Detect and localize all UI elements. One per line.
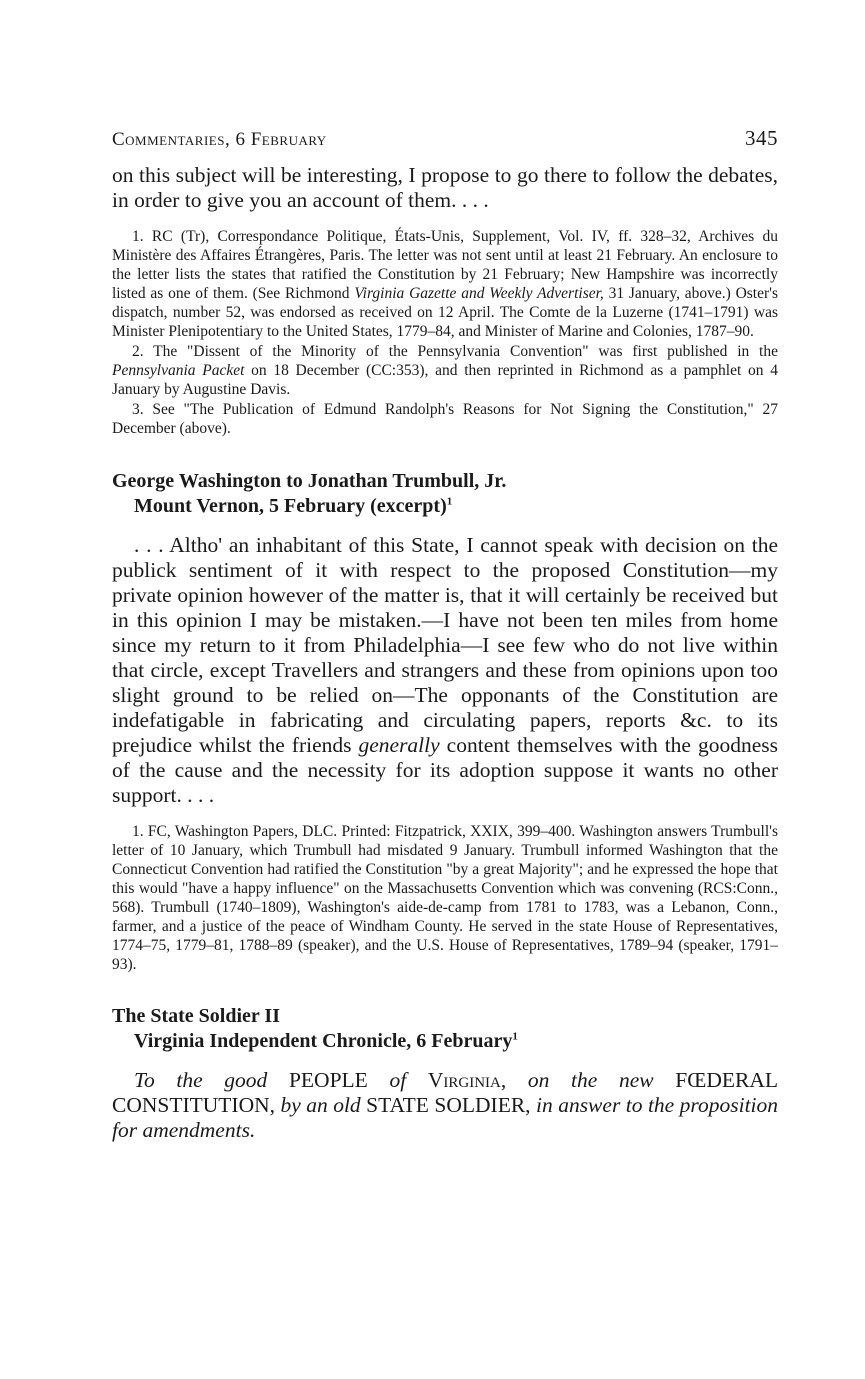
opening-paragraph: on this subject will be interesting, I propose to go there to follow the debates, in order to give you an account of them. . . .: [112, 163, 778, 212]
footnote: 1. FC, Washington Papers, DLC. Printed: Fitzpatrick, XXIX, 399–400. Washington answers Trumbull's letter of 10 January, which Trumbull had misdated 9 January. Trumbull informed Washington that the Connecticut Convention had ratified the Constitution "by a great Majority"; and he expressed the hope that this would "have a happy influence" on the Massachusetts Convention which was convening (RCS:Conn., 568). Trumbull (1740–1809), Washington's aide-de-camp from 1781 to 1783, was a Lebanon, Conn., farmer, and a justice of the peace of Windham County. He served in the state House of Representatives, 1774–75, 1779–81, 1788–89 (speaker), and the U.S. House of Representatives, 1789–94 (speaker, 1791–93).: [112, 823, 778, 973]
running-header: [112, 126, 778, 151]
heading-line: George Washington to Jonathan Trumbull, Jr.: [112, 470, 507, 492]
document-page: [112, 126, 778, 1143]
page-number: 345: [745, 126, 778, 150]
section-heading-state-soldier: [112, 1004, 778, 1054]
footnote: 3. See "The Publication of Edmund Randolph's Reasons for Not Signing the Constitution," 27 December (above).: [112, 401, 778, 437]
footnote: 2. The "Dissent of the Minority of the Pennsylvania Convention" was first published in the Pennsylvania Packet on 18 December (CC:353), and then reprinted in Richmond as a pamphlet on 4 January by Augustine Davis.: [112, 343, 778, 398]
section-heading-washington: [112, 469, 778, 519]
running-title: Commentaries, 6 February: [112, 129, 327, 150]
footnotes-1: [112, 227, 778, 438]
heading-line: The State Soldier II: [112, 1005, 280, 1027]
footnotes-2: [112, 822, 778, 974]
footnote: 1. RC (Tr), Correspondance Politique, États-Unis, Supplement, Vol. IV, ff. 328–32, Archives du Ministère des Affaires Étrangères, Paris. The letter was not sent until at least 21 February. An enclosure to the letter lists the states that ratified the Constitution by 21 February; New Hampshire was incorrectly listed as one of them. (See Richmond Virginia Gazette and Weekly Advertiser, 31 January, above.) Oster's dispatch, number 52, was endorsed as received on 12 April. The Comte de la Luzerne (1741–1791) was Minister Plenipotentiary to the United States, 1779–84, and Minister of Marine and Colonies, 1787–90.: [112, 228, 778, 340]
heading-line: Mount Vernon, 5 February (excerpt)$^1$: [134, 495, 453, 517]
address-line: To the good PEOPLE of Virginia, on the new FŒDERAL CONSTITUTION, by an old STATE SOLDIER, in answer to the proposition for amendments.: [112, 1068, 779, 1142]
heading-line: Virginia Independent Chronicle, 6 February$^1$: [134, 1030, 518, 1052]
letter-excerpt: . . . Altho' an inhabitant of this State, I cannot speak with decision on the publick sentiment of it with respect to the proposed Constitution—my private opinion however of the matter is, that it will certainly be received but in this opinion I may be mistaken.—I have not been ten miles from home since my return to it from Philadelphia—I see few who do not live within that circle, except Travellers and strangers and these from opinions upon too slight ground to be relied on—The opponants of the Constitution are indefatigable in fabricating and circulating papers, reports &c. to its prejudice whilst the friends generally content themselves with the goodness of the cause and the necessity for its adoption suppose it wants no other support. . . .: [112, 533, 778, 807]
